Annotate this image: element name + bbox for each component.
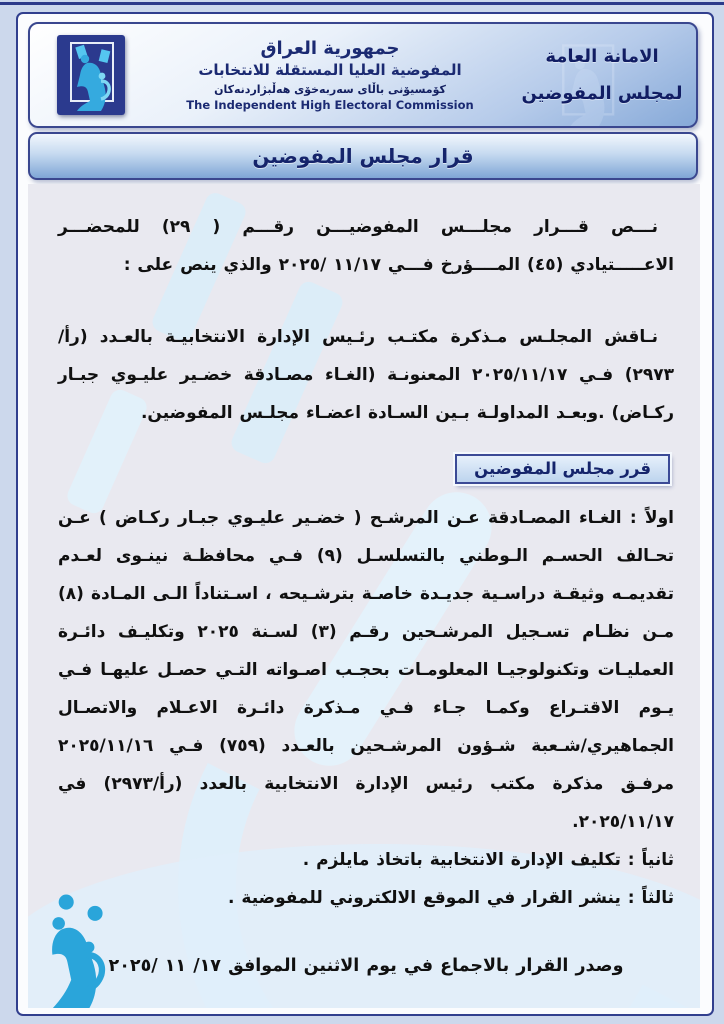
letterhead-right-panel xyxy=(508,24,696,126)
document-title-bar xyxy=(28,132,698,180)
text-layer xyxy=(28,184,700,985)
clause-second: ثانياً : تكليف الإدارة الانتخابية باتخاذ مايلزم . xyxy=(302,850,674,870)
secretariat-line1: الامانة العامة xyxy=(545,46,659,67)
commission-name-english: The Independent High Electoral Commission xyxy=(186,97,474,112)
document-frame xyxy=(16,12,714,1016)
issuance-line: وصدر القرار بالاجماع في يوم الاثنين الموافق ١٧/ ١١ /٢٠٢٥ xyxy=(108,956,624,976)
secretariat-line2: لمجلس المفوضين xyxy=(521,83,683,104)
ihec-figure-logo-icon xyxy=(36,882,124,1008)
commission-name-arabic: المفوضية العليا المستقلة للانتخابات xyxy=(198,60,462,79)
commission-name-kurdish: کۆمسیۆنی باڵای سەربەخۆی هەڵبژاردنەکان xyxy=(214,83,446,97)
clause-third: ثالثاً : ينشر القرار في الموقع الالكتروني للمفوضية . xyxy=(228,888,674,908)
document-title: قرار مجلس المفوضين xyxy=(252,144,474,168)
decision-box-label: قرر مجلس المفوضين xyxy=(455,454,670,484)
clause-first: اولاً : الغـاء المصـادقة عـن المرشـح ( خضـير عليـوي جبـار ركـاض ) عـن تحـالف الحسـم الـوطني بالتسلسـل (٩) فـي محافظـة نينـوى لعـدم تقديمـه وثيقـة دراسـية جديـدة خاصـة بترشـيحه ، اسـتناداً الـى المـادة (٨) مـن نظـام تسـجيل المرشـحين رقـم (٣) لسـنة ٢٠٢٥ وتكليـف دائـرة العمليـات وتكنولوجيـا المعلومـات بحجـب اصـواته التـي حصـل عليهـا فـي يـوم الاقتـراع وكمـا جـاء فـي مـذكرة دائـرة الاعـلام والاتصـال الجماهيري/شـعبة شـؤون المرشـحين بالعـدد (٧٥٩) فـي ٢٠٢٥/١١/١٦ مرفـق مذكرة مكتب رئيس الإدارة الانتخابية بالعدد (رأ/٢٩٧٣) في ٢٠٢٥/١١/١٧. xyxy=(58,508,675,832)
country-name: جمهورية العراق xyxy=(260,38,400,60)
document-body xyxy=(28,184,700,1008)
decision-intro-paragraph: نـــص قـــرار مجلـــس المفوضيـــن رقـــم ( ٢٩) للمحضـــر الاعـــــتيادي (٤٥) المــــؤرخ فـــي ١١/١٧ /٢٠٢٥ والذي ينص على : xyxy=(58,217,674,275)
ihec-logo-icon xyxy=(57,35,125,115)
letterhead xyxy=(28,22,698,128)
page-top-edge xyxy=(0,2,724,5)
logo-column xyxy=(30,24,152,126)
discussion-paragraph: نـاقش المجلـس مـذكرة مكتـب رئـيس الإدارة الانتخابيـة بالعـدد (رأ/٢٩٧٣) فـي ٢٠٢٥/١١/١٧ المعنونـة (الغـاء مصـادقة خضـير عليـوي جبـار ركـاض) .وبعـد المداولـة بـين السـادة اعضـاء مجلـس المفوضين. xyxy=(58,327,675,423)
letterhead-center xyxy=(152,24,508,126)
